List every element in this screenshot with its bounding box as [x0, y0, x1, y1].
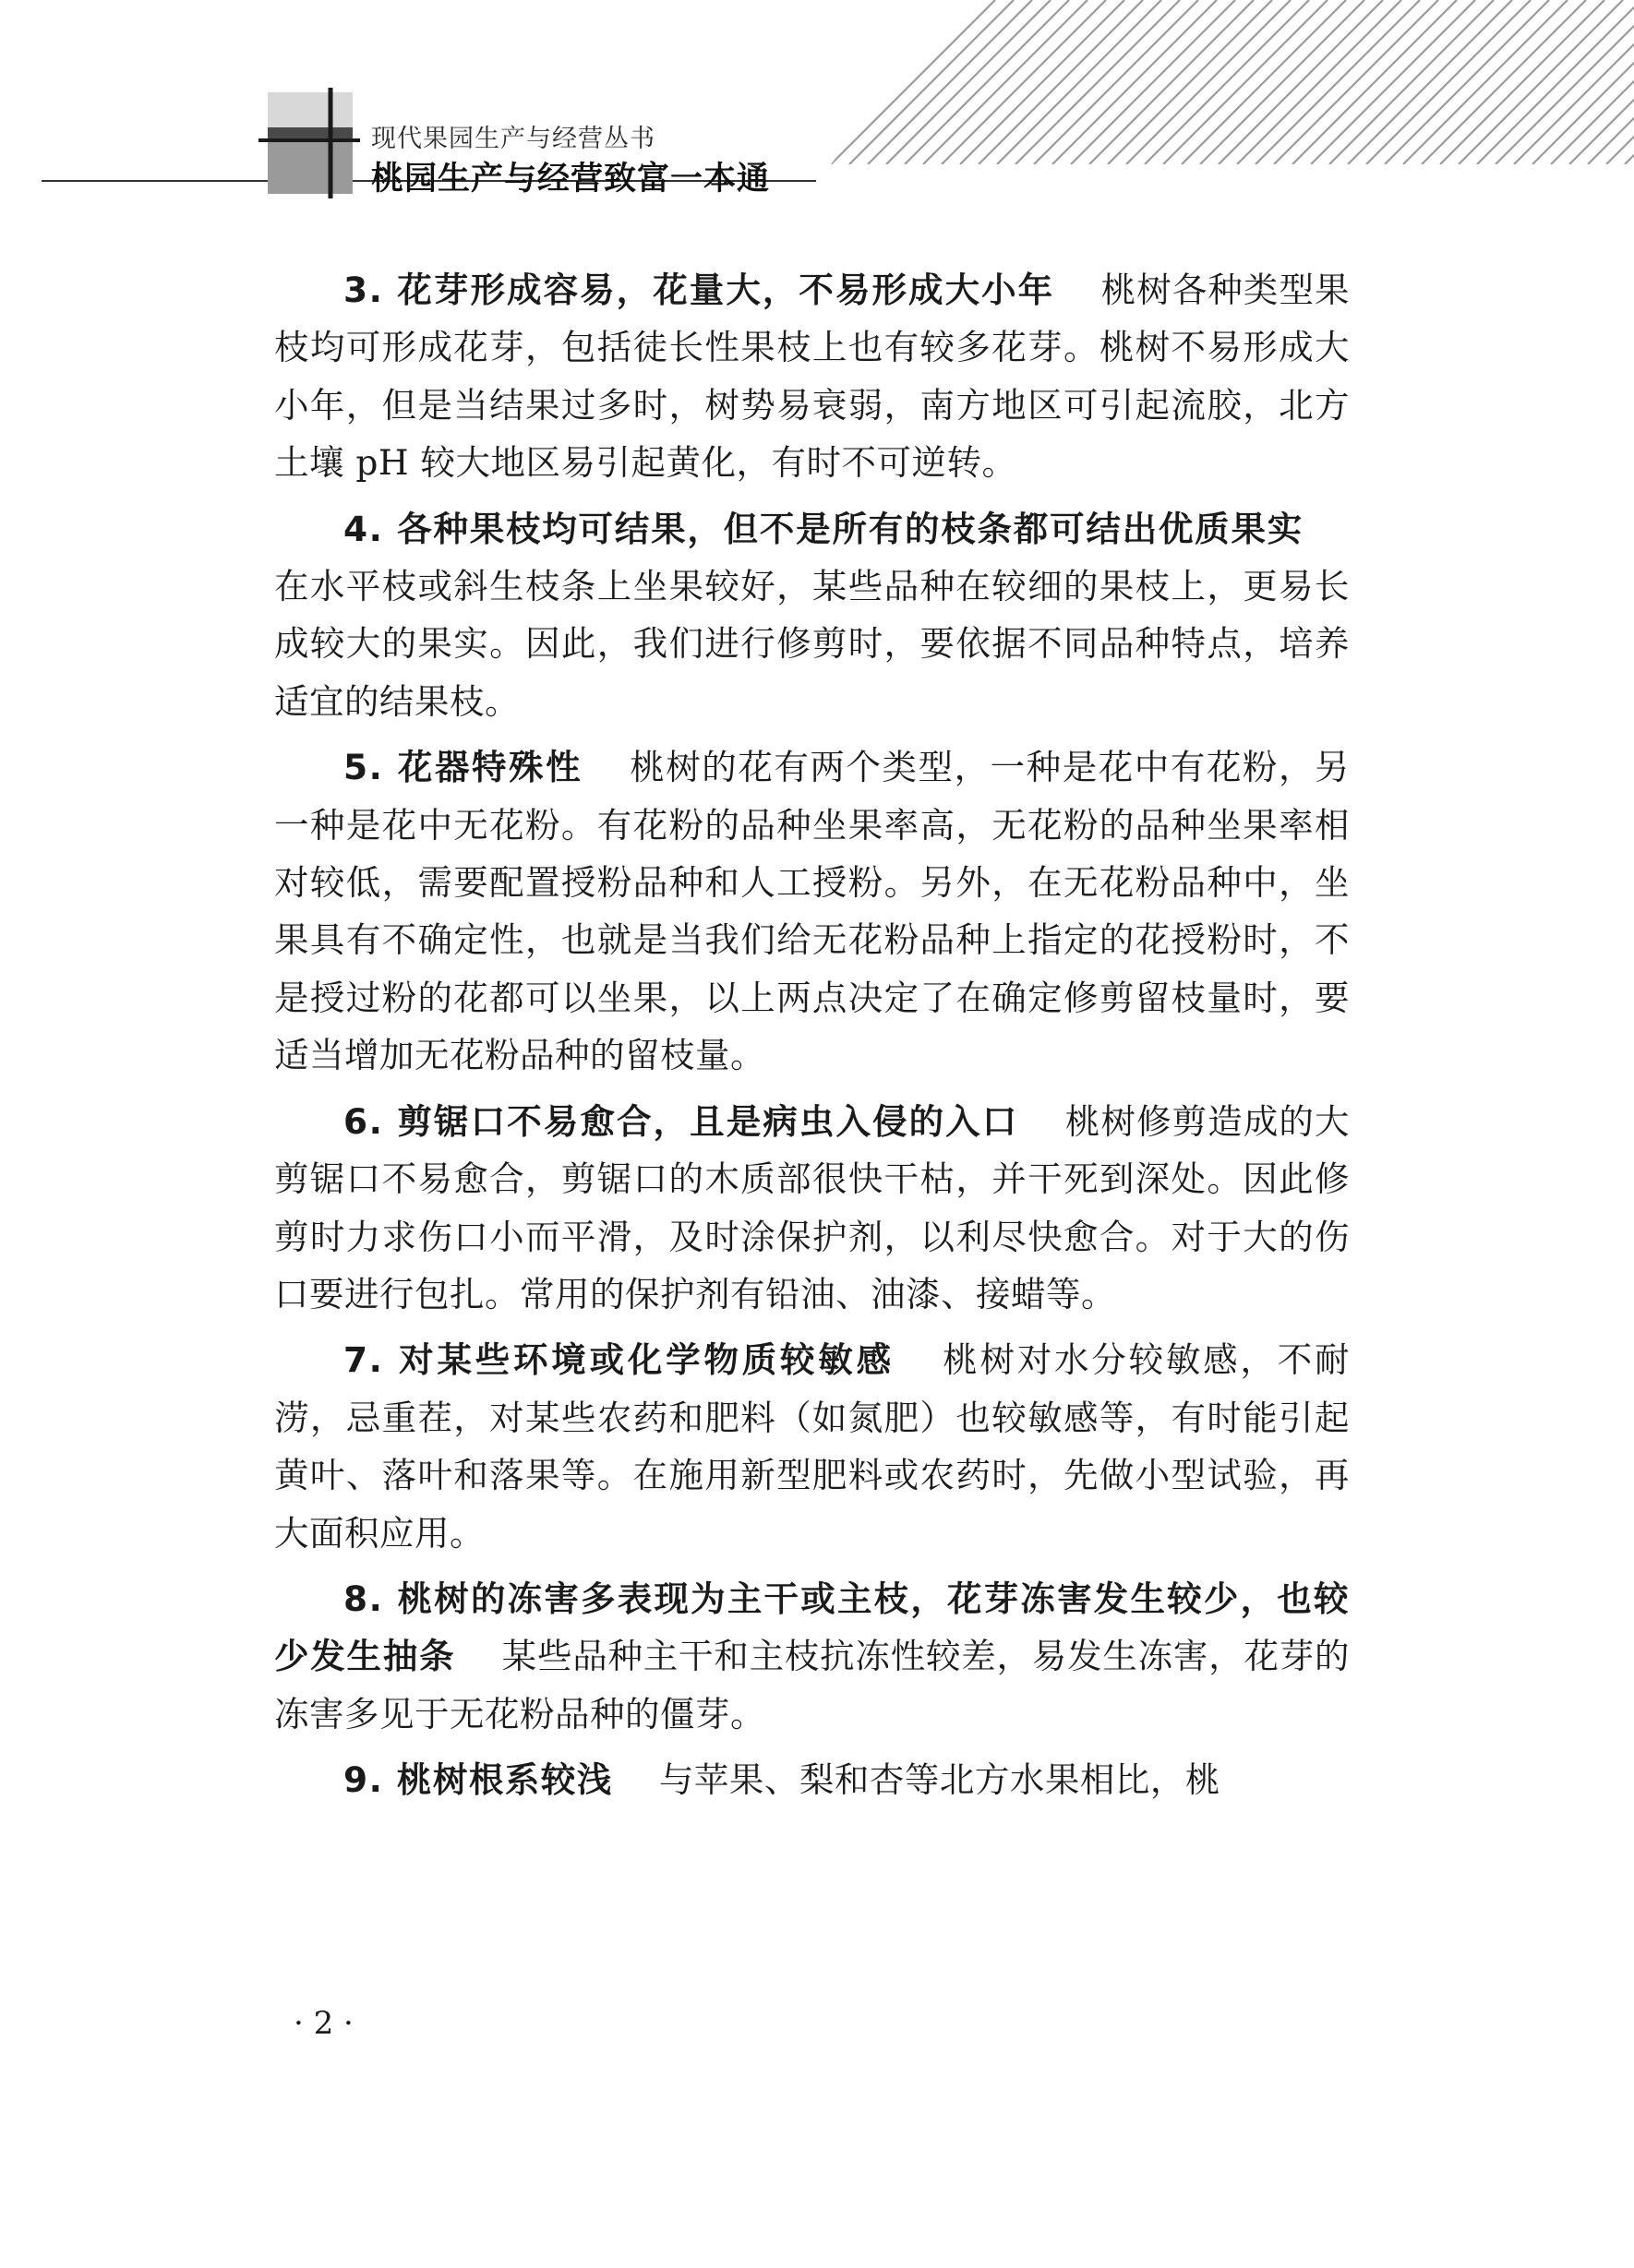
paragraph-3	[274, 261, 1350, 492]
diagonal-hatch-pattern	[831, 0, 1634, 164]
paragraph-text: 桃树的花有两个类型，一种是花中有花粉，另一种是花中无花粉。有花粉的品种坐果率高，无花粉的品种坐果率相对较低，需要配置授粉品种和人工授粉。另外，在无花粉品种中，坐果具有不确定性，也就是当我们给无花粉品种上指定的花授粉时，不是授过粉的花都可以坐果，以上两点决定了在确定修剪留枝量时，要适当增加无花粉品种的留枝量。	[274, 747, 1350, 1076]
paragraph-9	[274, 1751, 1350, 1808]
paragraph-heading: 9. 桃树根系较浅	[343, 1759, 613, 1801]
paragraph-heading: 3. 花芽形成容易，花量大，不易形成大小年	[343, 270, 1055, 310]
book-title: 桃园生产与经营致富一本通	[371, 161, 771, 198]
paragraph-5	[274, 738, 1350, 1084]
book-emblem	[258, 88, 360, 198]
page-body	[274, 261, 1350, 1818]
paragraph-text: 桃树对水分较敏感，不耐涝，忌重茬，对某些农药和肥料（如氮肥）也较敏感等，有时能引起黄叶、落叶和落果等。在施用新型肥料或农药时，先做小型试验，再大面积应用。	[274, 1339, 1350, 1554]
paragraph-8	[274, 1570, 1350, 1743]
paragraph-text: 在水平枝或斜生枝条上坐果较好，某些品种在较细的果枝上，更易长成较大的果实。因此，我们进行修剪时，要依据不同品种特点，培养适宜的结果枝。	[274, 566, 1350, 722]
page-number: · 2 ·	[294, 2005, 354, 2042]
paragraph-text: 桃树修剪造成的大剪锯口不易愈合，剪锯口的木质部很快干枯，并干死到深处。因此修剪时力求伤口小而平滑，及时涂保护剂，以利尽快愈合。对于大的伤口要进行包扎。常用的保护剂有铅油、油漆、接蜡等。	[274, 1100, 1350, 1314]
paragraph-6	[274, 1093, 1350, 1324]
paragraph-heading: 8. 桃树的冻害多表现为主干或主枝，花芽冻害发生较少，也较少发生抽条	[274, 1578, 1350, 1677]
paragraph-text: 桃树各种类型果枝均可形成花芽，包括徒长性果枝上也有较多花芽。桃树不易形成大小年，但是当结果过多时，树势易衰弱，南方地区可引起流胶，北方土壤 pH 较大地区易引起黄化，有时不可逆转。	[274, 270, 1350, 484]
paragraph-heading: 4. 各种果枝均可结果，但不是所有的枝条都可结出优质果实	[343, 508, 1304, 549]
paragraph-text: 与苹果、梨和杏等北方水果相比，桃	[658, 1759, 1220, 1801]
paragraph-text: 某些品种主干和主枝抗冻性较差，易发生冻害，花芽的冻害多见于无花粉品种的僵芽。	[274, 1636, 1351, 1734]
header-decoration	[0, 0, 1634, 212]
paragraph-4	[274, 500, 1350, 731]
paragraph-heading: 7. 对某些环境或化学物质较敏感	[343, 1339, 895, 1381]
paragraph-7	[274, 1331, 1350, 1562]
paragraph-heading: 5. 花器特殊性	[343, 747, 583, 788]
paragraph-heading: 6. 剪锯口不易愈合，且是病虫入侵的入口	[343, 1100, 1019, 1142]
series-title: 现代果园生产与经营丛书	[371, 125, 655, 153]
